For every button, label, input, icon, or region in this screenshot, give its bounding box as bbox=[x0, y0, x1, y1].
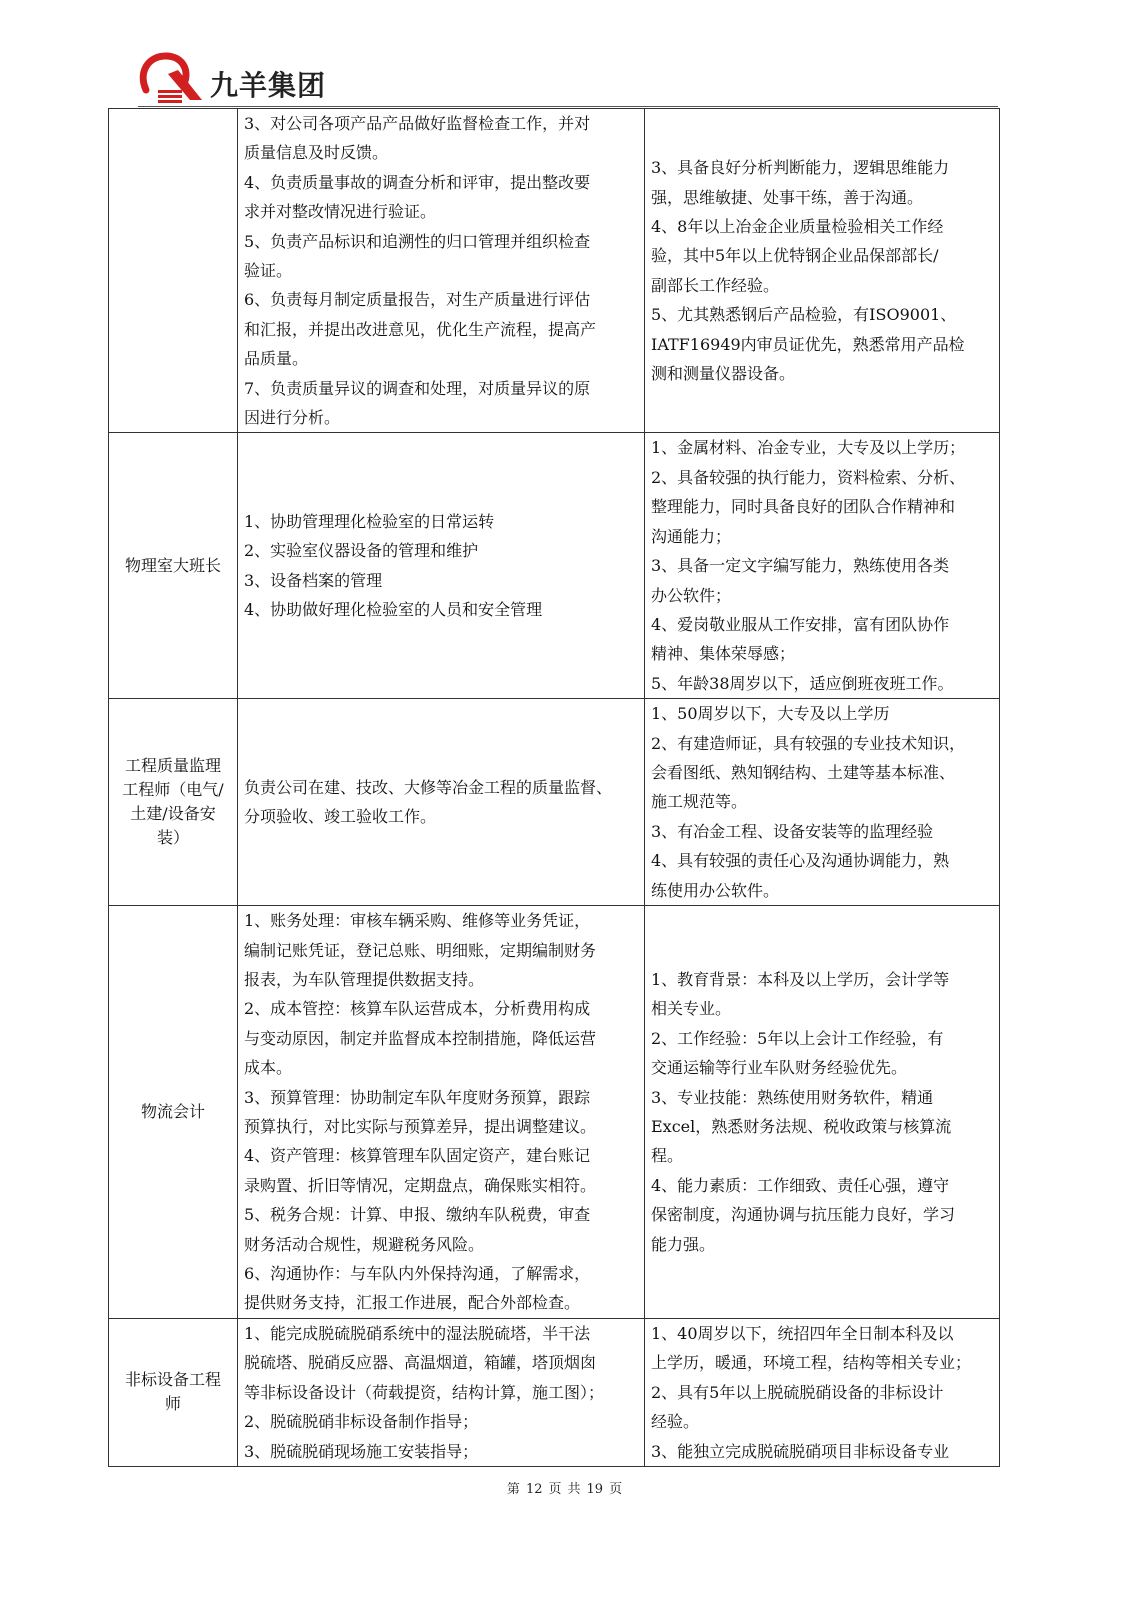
job-duties-cell bbox=[238, 699, 645, 906]
job-row bbox=[109, 1318, 1000, 1466]
duty-line: 预算执行，对比实际与预算差异，提出调整建议。 bbox=[244, 1116, 597, 1136]
duty-line: 6、沟通协作：与车队内外保持沟通，了解需求， bbox=[244, 1264, 591, 1283]
requirement-line: 4、具有较强的责任心及沟通协调能力，熟 bbox=[651, 851, 950, 871]
requirement-line: 会看图纸、熟知钢结构、土建等基本标准、 bbox=[651, 762, 956, 782]
requirement-line: 精神、集体荣辱感； bbox=[651, 644, 796, 664]
job-requirements-cell bbox=[645, 109, 1000, 433]
requirement-line: IATF16949内审员证优先，熟悉常用产品检 bbox=[651, 334, 965, 354]
duty-line: 脱硫塔、脱硝反应器、高温烟道，箱罐，塔顶烟囱 bbox=[244, 1353, 597, 1373]
job-title-cell bbox=[109, 699, 238, 906]
duty-line: 2、实验室仪器设备的管理和维护 bbox=[244, 541, 479, 561]
footer-page-word: 页 bbox=[548, 1482, 562, 1497]
duty-line: 分项验收、竣工验收工作。 bbox=[244, 807, 437, 827]
requirement-line: 1、50周岁以下，大专及以上学历 bbox=[651, 704, 890, 724]
requirement-line: 2、具有5年以上脱硫脱硝设备的非标设计 bbox=[651, 1382, 944, 1402]
requirement-line: 测和测量仪器设备。 bbox=[651, 363, 796, 383]
job-duties-cell bbox=[238, 109, 645, 433]
duty-line: 2、成本管控：核算车队运营成本，分析费用构成 bbox=[244, 999, 591, 1019]
page-footer bbox=[0, 1478, 1129, 1497]
duty-line: 1、账务处理：审核车辆采购、维修等业务凭证， bbox=[244, 911, 591, 931]
duty-line: 负责公司在建、技改、大修等冶金工程的质量监督、 bbox=[244, 777, 613, 797]
job-requirements-cell bbox=[645, 699, 1000, 906]
requirement-line: 4、爱岗敬业服从工作安排，富有团队协作 bbox=[651, 614, 950, 634]
requirement-line: 沟通能力； bbox=[651, 526, 732, 546]
footer-total-pages: 19 bbox=[586, 1482, 604, 1497]
duty-line: 录购置、折旧等情况，定期盘点，确保账实相符。 bbox=[244, 1175, 597, 1195]
requirement-line: Excel，熟悉财务法规、税收政策与核算流 bbox=[651, 1116, 952, 1136]
requirement-line: 3、专业技能：熟练使用财务软件，精通 bbox=[651, 1087, 934, 1107]
duty-line: 提供财务支持，汇报工作进展，配合外部检查。 bbox=[244, 1293, 581, 1313]
job-title-line: 工程师（电气/ bbox=[122, 780, 224, 800]
job-title-line: 装） bbox=[156, 828, 189, 848]
job-title-line: 物流会计 bbox=[140, 1101, 205, 1121]
requirement-line: 施工规范等。 bbox=[651, 792, 748, 812]
duty-line: 3、预算管理：协助制定车队年度财务预算，跟踪 bbox=[244, 1087, 591, 1107]
job-title-line: 土建/设备安 bbox=[130, 804, 216, 824]
company-name: 九羊集团 bbox=[210, 69, 327, 102]
job-requirements-cell bbox=[645, 905, 1000, 1318]
requirement-line: 程。 bbox=[651, 1146, 684, 1166]
requirement-line: 5、尤其熟悉钢后产品检验，有ISO9001、 bbox=[651, 305, 957, 325]
requirement-line: 经验。 bbox=[651, 1412, 700, 1432]
job-title-line: 物理室大班长 bbox=[124, 555, 221, 575]
job-row bbox=[109, 433, 1000, 699]
requirement-line: 1、教育背景：本科及以上学历，会计学等 bbox=[651, 969, 950, 989]
requirement-line: 5、年龄38周岁以下，适应倒班夜班工作。 bbox=[651, 673, 954, 693]
requirement-line: 副部长工作经验。 bbox=[651, 275, 780, 295]
duty-line: 7、负责质量异议的调查和处理，对质量异议的原 bbox=[244, 378, 591, 398]
duty-line: 财务活动合规性，规避税务风险。 bbox=[244, 1234, 485, 1254]
requirement-line: 2、具备较强的执行能力，资料检索、分析、 bbox=[651, 467, 966, 487]
requirement-line: 强，思维敏捷、处事干练，善于沟通。 bbox=[651, 187, 924, 207]
duty-line: 成本。 bbox=[244, 1058, 293, 1078]
duty-line: 3、设备档案的管理 bbox=[244, 570, 383, 590]
duty-line: 验证。 bbox=[244, 261, 293, 281]
duty-line: 5、负责产品标识和追溯性的归口管理并组织检查 bbox=[244, 231, 591, 251]
duty-line: 1、能完成脱硫脱硝系统中的湿法脱硫塔，半干法 bbox=[244, 1323, 591, 1343]
job-title-cell bbox=[109, 905, 238, 1318]
duty-line: 等非标设备设计（荷载提资，结构计算，施工图）； bbox=[244, 1382, 605, 1402]
duty-line: 1、协助管理理化检验室的日常运转 bbox=[244, 511, 495, 531]
requirement-line: 4、能力素质：工作细致、责任心强，遵守 bbox=[651, 1175, 950, 1195]
job-title-cell bbox=[109, 1318, 238, 1466]
job-title-line: 工程质量监理 bbox=[124, 756, 221, 776]
requirement-line: 3、能独立完成脱硫脱硝项目非标设备专业 bbox=[651, 1441, 950, 1461]
requirement-line: 3、具备一定文字编写能力，熟练使用各类 bbox=[651, 556, 950, 576]
footer-prefix: 第 bbox=[506, 1482, 520, 1497]
job-duties-cell bbox=[238, 905, 645, 1318]
requirement-line: 3、具备良好分析判断能力，逻辑思维能力 bbox=[651, 158, 950, 178]
requirement-line: 能力强。 bbox=[651, 1234, 716, 1254]
duty-line: 4、协助做好理化检验室的人员和安全管理 bbox=[244, 600, 543, 620]
requirement-line: 练使用办公软件。 bbox=[651, 880, 780, 900]
duty-line: 和汇报，并提出改进意见，优化生产流程，提高产 bbox=[244, 319, 597, 339]
footer-suffix: 页 bbox=[609, 1482, 623, 1497]
requirement-line: 3、有冶金工程、设备安装等的监理经验 bbox=[651, 821, 934, 841]
job-title-line: 非标设备工程 bbox=[124, 1370, 221, 1390]
duty-line: 4、负责质量事故的调查分析和评审，提出整改要 bbox=[244, 172, 591, 192]
requirement-line: 1、金属材料、冶金专业，大专及以上学历； bbox=[651, 438, 966, 458]
duty-line: 与变动原因，制定并监督成本控制措施，降低运营 bbox=[244, 1028, 597, 1048]
requirement-line: 4、8年以上冶金企业质量检验相关工作经 bbox=[651, 216, 944, 236]
job-duties-cell bbox=[238, 433, 645, 699]
duty-line: 质量信息及时反馈。 bbox=[244, 143, 389, 163]
job-row bbox=[109, 905, 1000, 1318]
requirement-line: 2、有建造师证，具有较强的专业技术知识， bbox=[651, 733, 966, 753]
header-divider bbox=[138, 106, 998, 107]
requirement-line: 2、工作经验：5年以上会计工作经验，有 bbox=[651, 1028, 944, 1048]
duty-line: 6、负责每月制定质量报告，对生产质量进行评估 bbox=[244, 290, 591, 310]
requirement-line: 上学历，暖通，环境工程，结构等相关专业； bbox=[651, 1353, 972, 1373]
duty-line: 2、脱硫脱硝非标设备制作指导； bbox=[244, 1412, 479, 1432]
job-requirements-cell bbox=[645, 1318, 1000, 1466]
job-table bbox=[108, 108, 1000, 1467]
company-logo-icon bbox=[138, 52, 208, 104]
requirement-line: 交通运输等行业车队财务经验优先。 bbox=[651, 1058, 908, 1078]
duty-line: 4、资产管理：核算管理车队固定资产，建台账记 bbox=[244, 1146, 591, 1166]
requirement-line: 保密制度，沟通协调与抗压能力良好，学习 bbox=[651, 1205, 956, 1225]
requirement-line: 1、40周岁以下，统招四年全日制本科及以 bbox=[651, 1323, 954, 1343]
requirement-line: 相关专业。 bbox=[651, 999, 732, 1019]
job-duties-cell bbox=[238, 1318, 645, 1466]
job-title-cell bbox=[109, 109, 238, 433]
duty-line: 报表，为车队管理提供数据支持。 bbox=[244, 969, 485, 989]
requirement-line: 验，其中5年以上优特钢企业品保部部长/ bbox=[651, 246, 939, 266]
duty-line: 3、对公司各项产品产品做好监督检查工作，并对 bbox=[244, 114, 591, 133]
duty-line: 3、脱硫脱硝现场施工安装指导； bbox=[244, 1441, 479, 1461]
requirement-line: 办公软件； bbox=[651, 585, 732, 605]
job-title-cell bbox=[109, 433, 238, 699]
job-row bbox=[109, 109, 1000, 433]
requirement-line: 整理能力，同时具备良好的团队合作精神和 bbox=[651, 497, 956, 517]
duty-line: 编制记账凭证，登记总账、明细账，定期编制财务 bbox=[244, 940, 597, 960]
page-header bbox=[138, 52, 998, 104]
footer-page-number: 12 bbox=[525, 1482, 543, 1497]
duty-line: 5、税务合规：计算、申报、缴纳车队税费，审查 bbox=[244, 1205, 591, 1225]
job-row bbox=[109, 699, 1000, 906]
duty-line: 因进行分析。 bbox=[244, 408, 341, 428]
duty-line: 求并对整改情况进行验证。 bbox=[244, 202, 437, 222]
job-requirements-cell bbox=[645, 433, 1000, 699]
job-title-line: 师 bbox=[164, 1394, 181, 1414]
footer-total-word: 共 bbox=[567, 1482, 581, 1497]
duty-line: 品质量。 bbox=[244, 349, 309, 369]
